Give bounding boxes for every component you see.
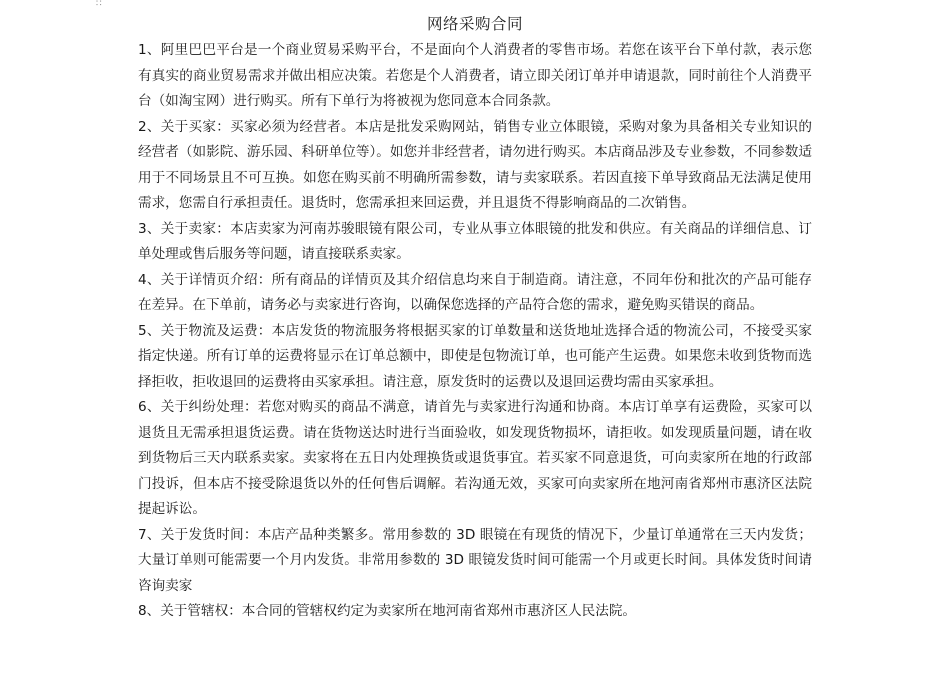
clause-3-about-seller: 3、关于卖家：本店卖家为河南苏骏眼镜有限公司，专业从事立体眼镜的批发和供应。有关商品的详细信息、订单处理或售后服务等问题，请直接联系卖家。 [138, 220, 812, 262]
clause-5-logistics-shipping: 5、关于物流及运费：本店发货的物流服务将根据买家的订单数量和送货地址选择合适的物流公司，不接受买家指定快递。所有订单的运费将显示在订单总额中，即使是包物流订单，也可能产生运费。如果您未收到货物而选择拒收，拒收退回的运费将由买家承担。请注意，原发货时的运费以及退回运费均需由买家承担。 [138, 322, 812, 390]
contract-document [138, 10, 812, 625]
document-title: 网络采购合同 [426, 15, 523, 33]
clause-1-buyer-platform: 1、阿里巴巴平台是一个商业贸易采购平台，不是面向个人消费者的零售市场。若您在该平台下单付款，表示您有真实的商业贸易需求并做出相应决策。若您是个人消费者，请立即关闭订单并申请退款，同时前往个人消费平台（如淘宝网）进行购买。所有下单行为将被视为您同意本合同条款。 [138, 42, 812, 109]
clause-8-jurisdiction: 8、关于管辖权：本合同的管辖权约定为卖家所在地河南省郑州市惠济区人民法院。 [138, 603, 637, 619]
clause-6-dispute-handling: 6、关于纠纷处理：若您对购买的商品不满意，请首先与卖家进行沟通和协商。本店订单享有运费险，买家可以退货且无需承担退货运费。请在货物送达时进行当面验收，如发现货物损坏，请拒收。如发现质量问题，请在收到货物后三天内联系卖家。卖家将在五日内处理换货或退货事宜。若买家不同意退货，可向卖家所在地的行政部门投诉，但本店不接受除退货以外的任何售后调解。若沟通无效，买家可向卖家所在地河南省郑州市惠济区法院提起诉讼。 [138, 399, 812, 517]
clause-2-about-buyer: 2、关于买家：买家必须为经营者。本店是批发采购网站，销售专业立体眼镜，采购对象为具备相关专业知识的经营者（如影院、游乐园、科研单位等）。如您并非经营者，请勿进行购买。本店商品涉及专业参数，不同参数适用于不同场景且不可互换。如您在购买前不明确所需参数，请与卖家联系。若因直接下单导致商品无法满足使用需求，您需自行承担责任。退货时，您需承担来回运费，并且退货不得影响商品的二次销售。 [138, 118, 812, 211]
table-move-handle-icon[interactable]: ∷ [96, 0, 101, 9]
clause-4-detail-page: 4、关于详情页介绍：所有商品的详情页及其介绍信息均来自于制造商。请注意，不同年份和批次的产品可能存在差异。在下单前，请务必与卖家进行咨询，以确保您选择的产品符合您的需求，避免购买错误的商品。 [138, 271, 812, 313]
clause-7-delivery-time: 7、关于发货时间：本店产品种类繁多。常用参数的 3D 眼镜在有现货的情况下，少量订单通常在三天内发货；大量订单则可能需要一个月内发货。非常用参数的 3D 眼镜发货时间可能需一个月或更长时间。具体发货时间请咨询卖家 [138, 526, 812, 594]
clause-list [138, 38, 812, 625]
